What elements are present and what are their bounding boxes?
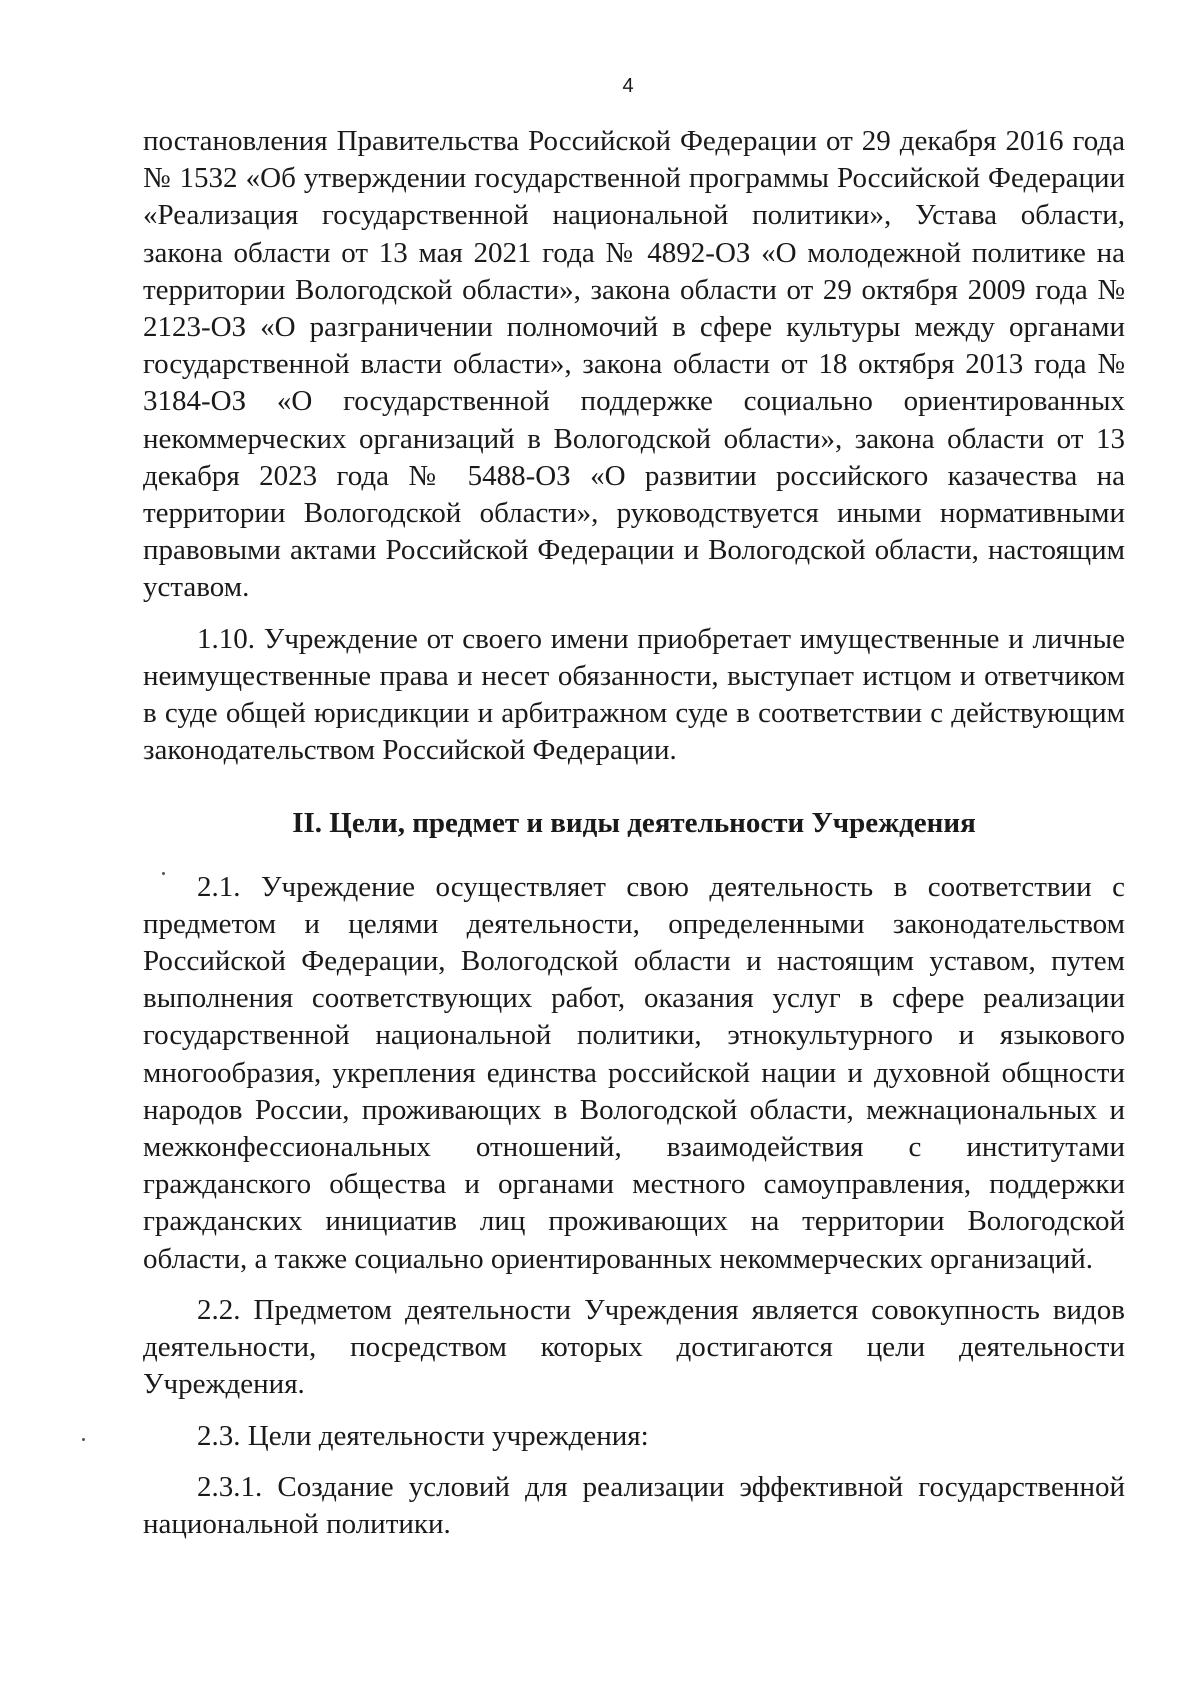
paragraph-2-1: 2.1. Учреждение осуществляет свою деятельность в соответствии с предметом и целями деятельности, определенными законодательством Российской Федерации, Вологодской области и настоящим уставом, путем выполнения соответствующих работ, оказания услуг в сфере реализации государственной национальной политики, этнокультурного и языкового многообразия, укрепления единства российской нации и духовной общности народов России, проживающих в Вологодской области, межнациональных и межконфессиональных отношений, взаимодействия с институтами гражданского общества и органами местного самоуправления, поддержки гражданских инициатив лиц проживающих на территории Вологодской области, а также социально ориентированных некоммерческих организаций. [143,870,1125,1275]
paragraph-1-10: 1.10. Учреждение от своего имени приобретает имущественные и личные неимущественные права и несет обязанности, выступает истцом и ответчиком в суде общей юрисдикции и арбитражном суде в соответствии с действующим законодательством Российской Федерации. [143,622,1125,767]
scan-speck [162,872,165,875]
section-heading: II. Цели, предмет и виды деятельности Учреждения [292,807,976,840]
paragraph-intro-continuation: постановления Правительства Российской Федерации от 29 декабря 2016 года № 1532 «Об утверждении государственной программы Российской Федерации «Реализация государственной национальной политики», Устава области, закона области от 13 мая 2021 года № 4892-ОЗ «О молодежной политике на территории Вологодской области», закона области от 29 октября 2009 года № 2123-ОЗ «О разграничении полномочий в сфере культуры между органами государственной власти области», закона области от 18 октября 2013 года № 3184-ОЗ «О государственной поддержке социально ориентированных некоммерческих организаций в Вологодской области», закона области от 13 декабря 2023 года № 5488-ОЗ «О развитии российского казачества на территории Вологодской области», руководствуется иными нормативными правовыми актами Российской Федерации и Вологодской области, настоящим уставом. [143,125,1125,604]
document-body [143,123,1125,1543]
page-number: 4 [622,75,634,97]
scan-speck [82,1438,85,1441]
paragraph-2-2: 2.2. Предметом деятельности Учреждения является совокупность видов деятельности, посредством которых достигаются цели деятельности Учреждения. [143,1293,1125,1401]
paragraph-2-3: 2.3. Цели деятельности учреждения: [197,1419,649,1452]
paragraph-2-3-1: 2.3.1. Создание условий для реализации эффективной государственной национальной политики. [143,1470,1125,1540]
